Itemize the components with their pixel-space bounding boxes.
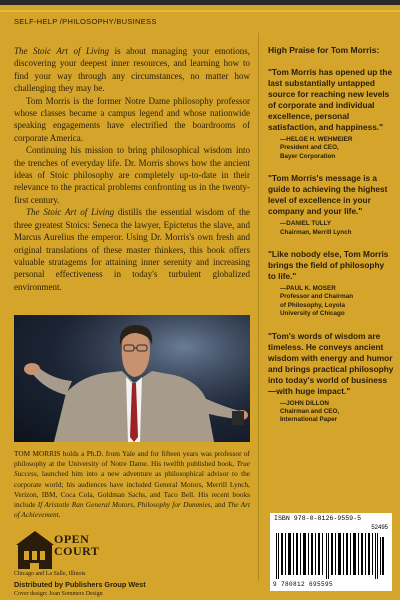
praise-heading: High Praise for Tom Morris:: [268, 45, 380, 55]
author-photo-illustration: [14, 315, 250, 442]
testimonial: [268, 173, 394, 237]
testimonial-attribution: —DANIEL TULLY Chairman, Merrill Lynch: [280, 220, 352, 236]
publisher-location: Chicago and La Salle, Illinois: [14, 571, 86, 577]
price-code: 52495: [371, 525, 388, 531]
book-title-ref: The Stoic Art of Living: [14, 46, 110, 56]
book-title-ref: If Aristotle Ran General Motors: [37, 500, 134, 510]
barcode-bars-icon: [276, 533, 386, 579]
distributor-line: Distributed by Publishers Group West: [14, 580, 146, 589]
isbn-barcode: [270, 513, 392, 591]
praise-column: [268, 45, 394, 437]
testimonial-attribution: —JOHN DILLON Chairman and CEO, International Paper: [280, 399, 340, 424]
testimonial-quote: "Tom's words of wisdom are timeless. He conveys ancient wisdom with energy and humor and brings practical philosophy into today's world of business—with huge impact.": [268, 330, 394, 396]
testimonial-quote: "Tom Morris's message is a guide to achieving the highest level of excellence in your company and your life.": [268, 173, 388, 217]
book-title-ref: The Art of Achievement: [14, 500, 250, 520]
testimonial: [268, 331, 394, 425]
testimonial-attribution: —PAUL K. MOSER Professor and Chairman of Philosophy, Loyola University of Chicago: [280, 285, 354, 318]
isbn-number: ISBN 978-0-8126-9559-5: [274, 515, 362, 522]
description-p2: Tom Morris is the former Notre Dame philosophy professor whose classes became a campus legend and whose nationwide speaking engagements have electrified the boardrooms of corporate America.: [14, 95, 250, 143]
testimonial: [268, 249, 394, 319]
description-p1: The Stoic Art of Living is about managing your emotions, discovering your deepest inner resources, and learning how to find your way through any circumstances, no matter how challenging they may be.: [14, 46, 250, 94]
category-label: SELF-HELP /PHILOSOPHY/BUSINESS: [14, 17, 157, 26]
description-p4: The Stoic Art of Living distills the essential wisdom of the three greatest Stoics: Seneca the lawyer, Epictetus the slave, and Marcus Aurelius the emperor. Using Dr. Morris's own fresh and original translations of these master thinkers, this book offers valuable stratagems for attaining inner serenity and increasing personal effectiveness in today's turbulent globalized environment.: [14, 207, 250, 292]
testimonial: [268, 67, 394, 161]
testimonial-quote: "Like nobody else, Tom Morris brings the field of philosophy to life.": [268, 249, 389, 282]
author-photo: [14, 315, 250, 442]
author-bio: TOM MORRIS holds a Ph.D. from Yale and for fifteen years was professor of philosophy at the University of Notre Dame. His twelfth published book, True Success, launched him into a new adventure as philosophical advisor to the corporate world; his audiences have included General Motors, Merrill Lynch, Verizon, IBM, Coca Cola, Goldman Sachs, and Taco Bell. His recent books include If Aristotle Ran General Motors, Philosophy for Dummies, and The Art of Achievement.: [14, 449, 250, 520]
testimonial-quote: "Tom Morris has opened up the last substantially untapped source for reaching new levels of corporate and individual excellence, personal satisfaction, and happiness.": [268, 67, 393, 132]
column-divider: [258, 33, 259, 581]
design-credit: Cover design: Joan Sommers Design: [14, 591, 103, 597]
book-title-ref: The Stoic Art of Living: [26, 207, 115, 218]
testimonial-attribution: —HELGE H. WEHMEIER President and CEO, Bayer Corporation: [280, 136, 353, 160]
book-title-ref: True Success: [14, 459, 250, 479]
description-p3: Continuing his mission to bring philosophical wisdom into the trenches of everyday life. Dr. Morris shows how the ancient ideas of Stoic philosophy are completely up-to-date in their relevance to the practical problems confronting us in the twenty-first century.: [14, 145, 250, 205]
publisher-logo-text: OPEN COURT: [54, 532, 100, 558]
description-column: [14, 45, 250, 293]
book-title-ref: Philosophy for Dummies: [137, 500, 211, 510]
barcode-digits: 9 780812 695595: [273, 581, 334, 588]
top-border: [0, 10, 400, 12]
